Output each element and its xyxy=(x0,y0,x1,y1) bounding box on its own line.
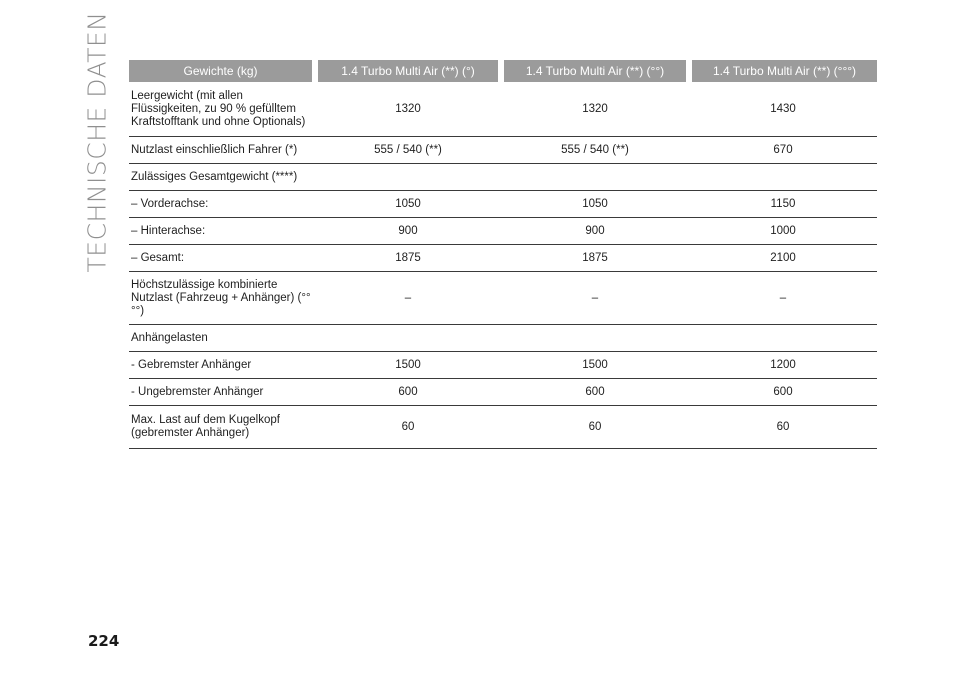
row-label: – Gesamt: xyxy=(129,245,315,272)
cell-value: – xyxy=(315,272,501,325)
cell-value: 60 xyxy=(501,406,689,449)
table-row xyxy=(129,137,877,164)
table-row xyxy=(129,352,877,379)
table-row xyxy=(129,272,877,325)
header-variant-3: 1.4 Turbo Multi Air (**) (°°°) xyxy=(689,60,877,82)
cell-value: 1500 xyxy=(315,352,501,379)
table-header-row xyxy=(129,60,877,82)
table-row xyxy=(129,325,877,352)
row-label: - Ungebremster Anhänger xyxy=(129,379,315,406)
cell-value: 2100 xyxy=(689,245,877,272)
row-label: Max. Last auf dem Kugelkopf (gebremster Anhänger) xyxy=(129,406,315,449)
cell-value: 1000 xyxy=(689,218,877,245)
cell-value: 1320 xyxy=(501,82,689,137)
cell-value: 555 / 540 (**) xyxy=(315,137,501,164)
cell-value: 60 xyxy=(689,406,877,449)
cell-value: 1875 xyxy=(501,245,689,272)
table-row xyxy=(129,379,877,406)
cell-value xyxy=(689,325,877,352)
header-weights: Gewichte (kg) xyxy=(129,60,315,82)
table-row xyxy=(129,218,877,245)
row-label: – Vorderachse: xyxy=(129,191,315,218)
row-label: Höchstzulässige kombinierte Nutzlast (Fahrzeug + Anhänger) (°°°°) xyxy=(129,272,315,325)
cell-value: 555 / 540 (**) xyxy=(501,137,689,164)
row-label: Anhängelasten xyxy=(129,325,315,352)
row-label: Nutzlast einschließlich Fahrer (*) xyxy=(129,137,315,164)
cell-value: 670 xyxy=(689,137,877,164)
cell-value: 1200 xyxy=(689,352,877,379)
table-row xyxy=(129,164,877,191)
cell-value: 900 xyxy=(315,218,501,245)
header-variant-1: 1.4 Turbo Multi Air (**) (°) xyxy=(315,60,501,82)
row-label: Leergewicht (mit allen Flüssigkeiten, zu 90 % gefülltem Kraftstofftank und ohne Optionals) xyxy=(129,82,315,137)
cell-value: 1500 xyxy=(501,352,689,379)
table-row xyxy=(129,406,877,449)
cell-value: 1430 xyxy=(689,82,877,137)
cell-value: 900 xyxy=(501,218,689,245)
table-row xyxy=(129,245,877,272)
row-label: - Gebremster Anhänger xyxy=(129,352,315,379)
cell-value xyxy=(501,164,689,191)
cell-value: 1875 xyxy=(315,245,501,272)
cell-value: 600 xyxy=(501,379,689,406)
cell-value: 1050 xyxy=(315,191,501,218)
row-label: – Hinterachse: xyxy=(129,218,315,245)
section-title-text: TECHNISCHE DATEN xyxy=(82,11,112,273)
table-row xyxy=(129,191,877,218)
header-variant-2: 1.4 Turbo Multi Air (**) (°°) xyxy=(501,60,689,82)
section-title-vertical xyxy=(80,11,114,280)
cell-value: 1320 xyxy=(315,82,501,137)
cell-value: 600 xyxy=(315,379,501,406)
cell-value: 60 xyxy=(315,406,501,449)
cell-value: – xyxy=(501,272,689,325)
cell-value: 1050 xyxy=(501,191,689,218)
page-number: 224 xyxy=(88,632,120,650)
weights-table xyxy=(129,60,877,449)
row-label: Zulässiges Gesamtgewicht (****) xyxy=(129,164,315,191)
cell-value xyxy=(315,164,501,191)
cell-value: – xyxy=(689,272,877,325)
table-row xyxy=(129,82,877,137)
cell-value xyxy=(315,325,501,352)
cell-value: 600 xyxy=(689,379,877,406)
cell-value xyxy=(689,164,877,191)
cell-value xyxy=(501,325,689,352)
cell-value: 1150 xyxy=(689,191,877,218)
